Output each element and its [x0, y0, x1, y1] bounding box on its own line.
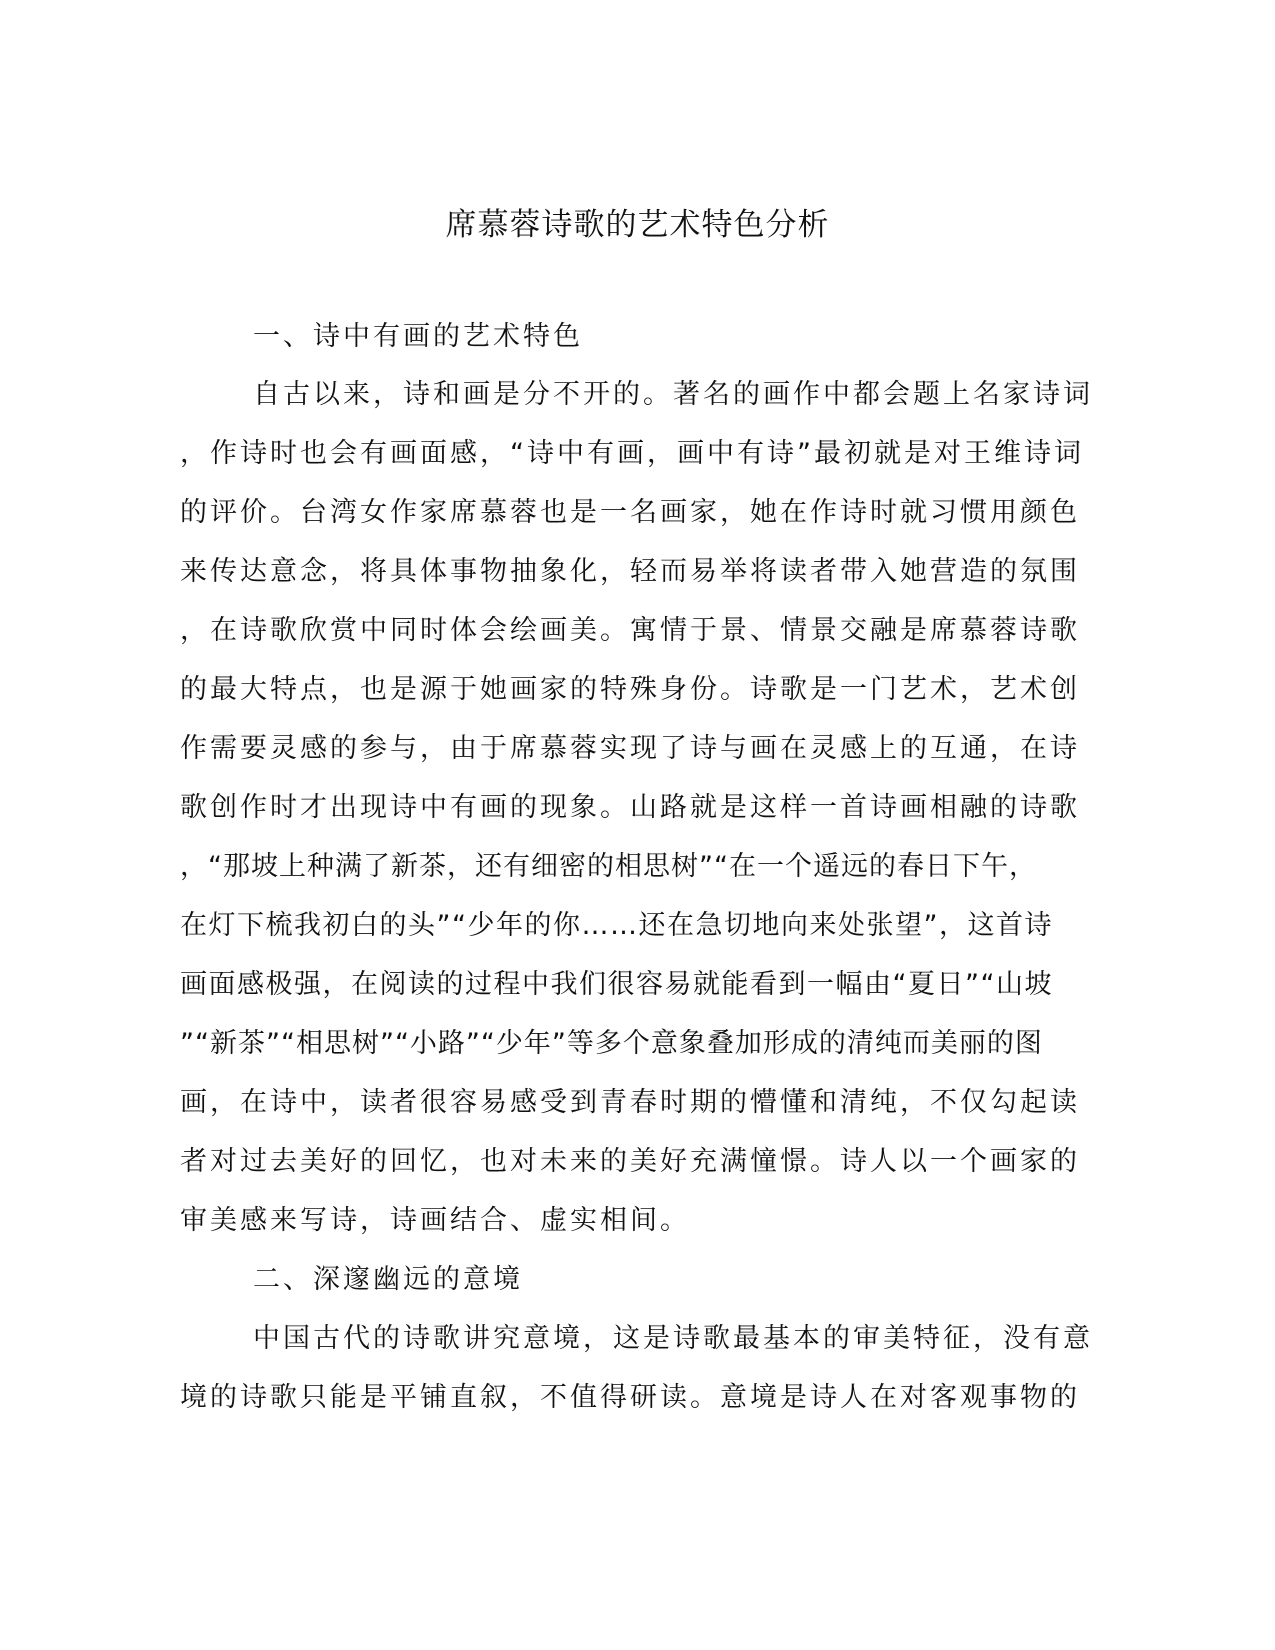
body-line: 画面感极强，在阅读的过程中我们很容易就能看到一幅由“夏日”“山坡 — [180, 969, 1053, 1000]
body-line: 歌创作时才出现诗中有画的现象。山路就是这样一首诗画相融的诗歌 — [180, 792, 1080, 823]
section-heading-2: 二、深邃幽远的意境 — [253, 1264, 523, 1295]
body-line: ，在诗歌欣赏中同时体会绘画美。寓情于景、情景交融是席慕蓉诗歌 — [180, 615, 1080, 646]
body-line: ，“那坡上种满了新茶，还有细密的相思树”“在一个遥远的春日下午， — [180, 851, 1037, 882]
body-line: 在灯下梳我初白的头”“少年的你……还在急切地向来处张望”，这首诗 — [180, 910, 1053, 941]
body-line: ”“新茶”“相思树”“小路”“少年”等多个意象叠加形成的清纯而美丽的图 — [180, 1028, 1043, 1059]
body-line: 作需要灵感的参与，由于席慕蓉实现了诗与画在灵感上的互通，在诗 — [180, 733, 1080, 764]
body-line: 审美感来写诗，诗画结合、虚实相间。 — [180, 1205, 690, 1236]
body-line: 者对过去美好的回忆，也对未来的美好充满憧憬。诗人以一个画家的 — [180, 1146, 1080, 1177]
section-heading-1: 一、诗中有画的艺术特色 — [253, 321, 583, 352]
body-line: 中国古代的诗歌讲究意境，这是诗歌最基本的审美特征，没有意 — [253, 1323, 1093, 1354]
body-line: 的最大特点，也是源于她画家的特殊身份。诗歌是一门艺术，艺术创 — [180, 674, 1080, 705]
document-title: 席慕蓉诗歌的艺术特色分析 — [445, 207, 830, 243]
body-line: 自古以来，诗和画是分不开的。著名的画作中都会题上名家诗词 — [253, 379, 1093, 410]
body-line: 来传达意念，将具体事物抽象化，轻而易举将读者带入她营造的氛围 — [180, 556, 1080, 587]
body-line: 境的诗歌只能是平铺直叙，不值得研读。意境是诗人在对客观事物的 — [180, 1382, 1080, 1413]
body-line: 的评价。台湾女作家席慕蓉也是一名画家，她在作诗时就习惯用颜色 — [180, 497, 1080, 528]
body-line: ，作诗时也会有画面感，“诗中有画，画中有诗”最初就是对王维诗词 — [180, 438, 1084, 469]
body-line: 画，在诗中，读者很容易感受到青春时期的懵懂和清纯，不仅勾起读 — [180, 1087, 1080, 1118]
